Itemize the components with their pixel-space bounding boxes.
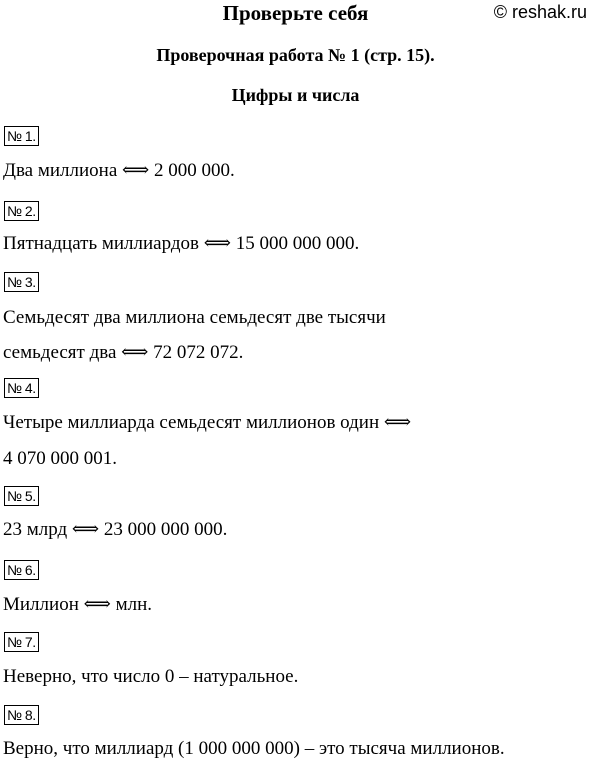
topic-heading: Цифры и числа <box>231 85 360 105</box>
task-7-line-1: Неверно, что число 0 – натуральное. <box>3 666 299 687</box>
task-number-box: № 4. <box>4 378 39 398</box>
task-6-line-1: Миллион ⟺ млн. <box>3 594 153 615</box>
task-number-1 <box>4 126 39 146</box>
work-subtitle: Проверочная работа № 1 (стр. 15). <box>156 45 435 65</box>
task-2-line-1: Пятнадцать миллиардов ⟺ 15 000 000 000. <box>3 233 360 254</box>
task-number-box: № 8. <box>4 705 39 725</box>
task-number-2 <box>4 201 39 221</box>
task-number-5 <box>4 486 39 506</box>
task-number-box: № 1. <box>4 126 39 146</box>
watermark: © reshak.ru <box>493 2 587 22</box>
task-number-box: № 6. <box>4 560 39 580</box>
task-8-line-1: Верно, что миллиард (1 000 000 000) – это тысяча миллионов. <box>3 738 505 759</box>
page-title: Проверьте себя <box>222 1 369 25</box>
task-number-3 <box>4 272 39 292</box>
task-number-box: № 5. <box>4 486 39 506</box>
task-3-line-2: семьдесят два ⟺ 72 072 072. <box>3 342 244 363</box>
task-3-line-1: Семьдесят два миллиона семьдесят две тысячи <box>3 307 386 328</box>
task-number-box: № 7. <box>4 632 39 652</box>
task-number-box: № 2. <box>4 201 39 221</box>
task-number-8 <box>4 705 39 725</box>
task-number-6 <box>4 560 39 580</box>
task-number-box: № 3. <box>4 272 39 292</box>
task-5-line-1: 23 млрд ⟺ 23 000 000 000. <box>3 519 228 540</box>
task-4-line-1: Четыре миллиарда семьдесят миллионов один ⟺ <box>3 412 412 433</box>
task-number-4 <box>4 378 39 398</box>
task-4-line-2: 4 070 000 001. <box>3 448 117 469</box>
task-1-line-1: Два миллиона ⟺ 2 000 000. <box>3 160 235 181</box>
task-number-7 <box>4 632 39 652</box>
